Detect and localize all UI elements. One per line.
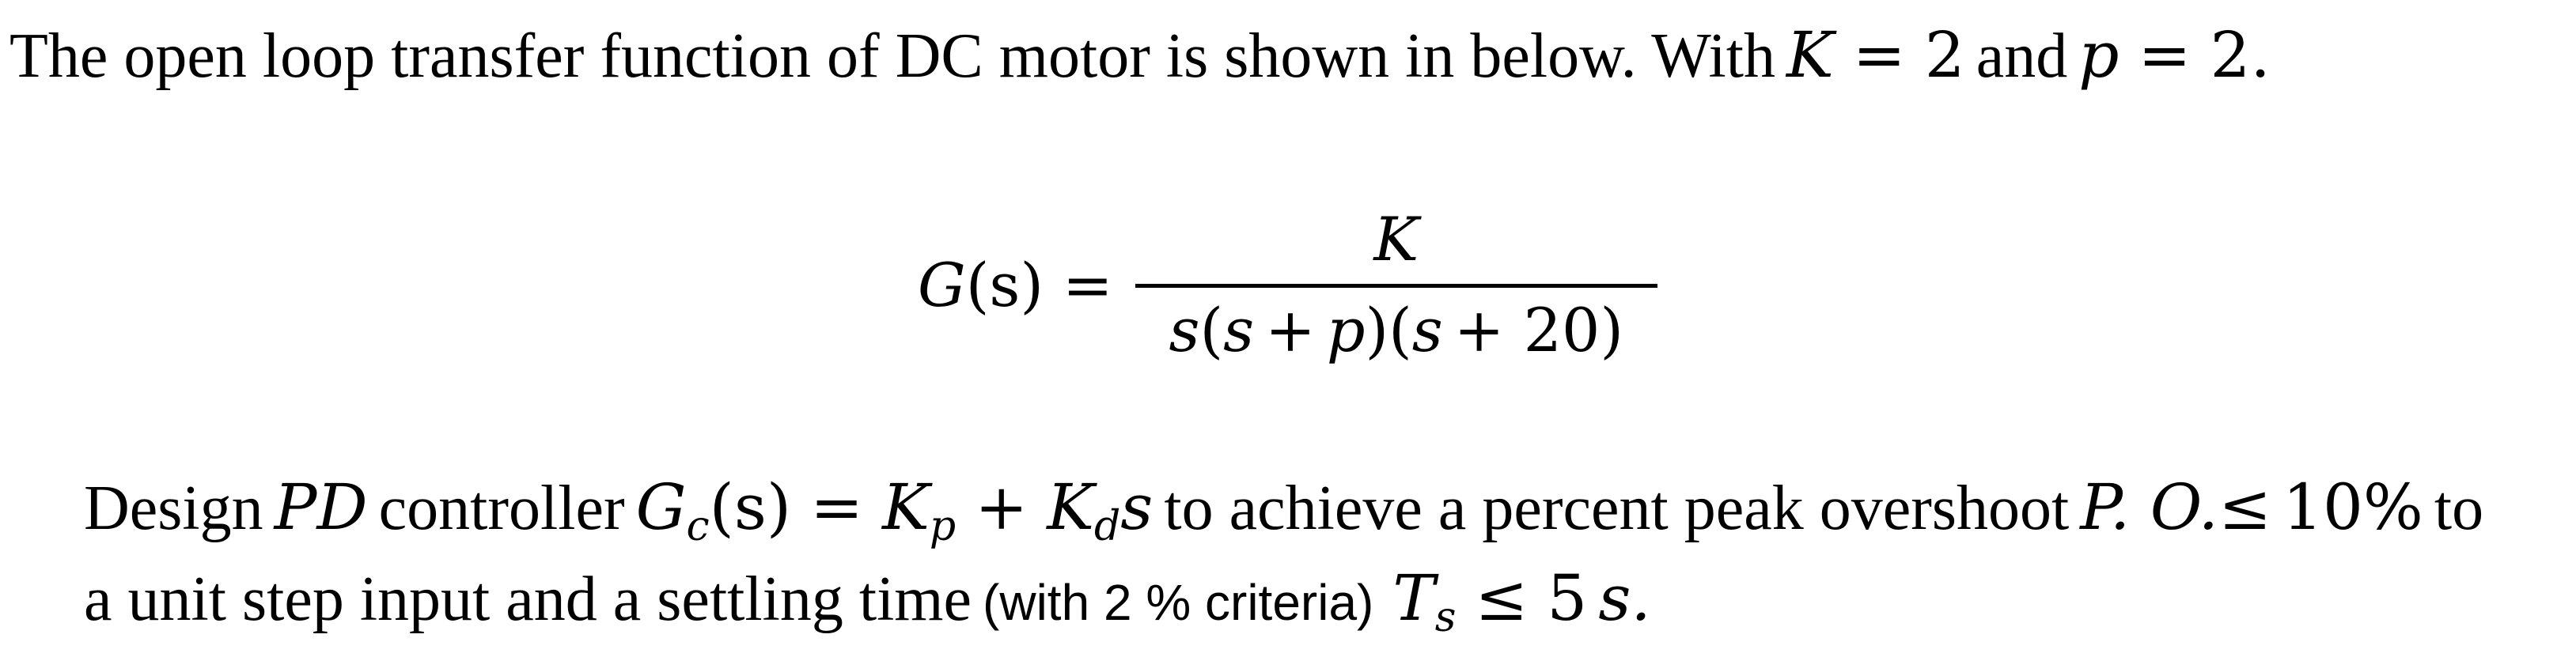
gc-symbol: G	[635, 470, 687, 544]
kd-subscript: d	[1094, 503, 1121, 550]
s-variable: s	[1120, 470, 1154, 544]
step-input-text: a unit step input and a settling time	[84, 564, 972, 634]
den-close: )(	[1365, 294, 1412, 365]
den-s: s	[1169, 294, 1200, 365]
design-word: Design	[84, 474, 263, 543]
den-open: (	[1199, 294, 1224, 365]
gc-subscript: c	[686, 503, 710, 550]
gain-value: 2	[1924, 18, 1965, 92]
den-s3: s	[1411, 294, 1443, 365]
lhs-arg: (s)	[965, 249, 1044, 320]
fraction-numerator: K	[1373, 203, 1419, 274]
po-value: 10%	[2282, 470, 2423, 544]
pole-symbol: p	[2078, 18, 2120, 92]
equals-sign: =	[1852, 18, 1906, 92]
ts-subscript: s	[1434, 594, 1457, 641]
equals-sign-2: =	[2138, 18, 2191, 92]
plus-sign: +	[975, 470, 1029, 544]
den-p: p	[1326, 294, 1366, 365]
transfer-fraction	[1135, 203, 1657, 365]
and-word: and	[1976, 21, 2068, 91]
leq-sign-2: ≤	[1475, 561, 1529, 635]
ts-symbol: T	[1392, 561, 1435, 635]
design-statement-line-2	[84, 561, 1651, 641]
gc-equals: =	[810, 470, 864, 544]
pd-symbol: PD	[274, 470, 368, 544]
intro-text: The open loop transfer function of DC motor is shown in below. With	[9, 21, 1775, 91]
den-tail: + 20)	[1453, 294, 1623, 365]
equation-equals: =	[1063, 249, 1113, 320]
den-s2: s	[1223, 294, 1255, 365]
controller-word: controller	[378, 474, 625, 543]
kp-subscript: p	[929, 503, 957, 550]
kp-symbol: K	[882, 470, 930, 544]
equation-lhs	[918, 250, 1113, 320]
leq-sign: ≤	[2218, 470, 2272, 544]
lhs-g: G	[918, 249, 966, 320]
problem-intro	[9, 18, 2271, 92]
den-plus: +	[1265, 294, 1316, 365]
pole-value: 2.	[2210, 18, 2271, 92]
gc-arg: (s)	[709, 470, 792, 544]
kd-symbol: K	[1047, 470, 1094, 544]
to-word: to	[2434, 474, 2484, 543]
design-statement-line-1	[84, 470, 2484, 550]
ts-unit: s.	[1598, 561, 1651, 635]
po-symbol: P. O.	[2080, 470, 2219, 544]
ts-value: 5	[1547, 561, 1588, 635]
transfer-function-equation	[918, 190, 1657, 379]
overshoot-text: to achieve a percent peak overshoot	[1164, 474, 2070, 543]
fraction-denominator	[1169, 288, 1623, 365]
criteria-note: (with 2 % criteria)	[983, 574, 1374, 631]
gain-symbol: K	[1786, 18, 1834, 92]
